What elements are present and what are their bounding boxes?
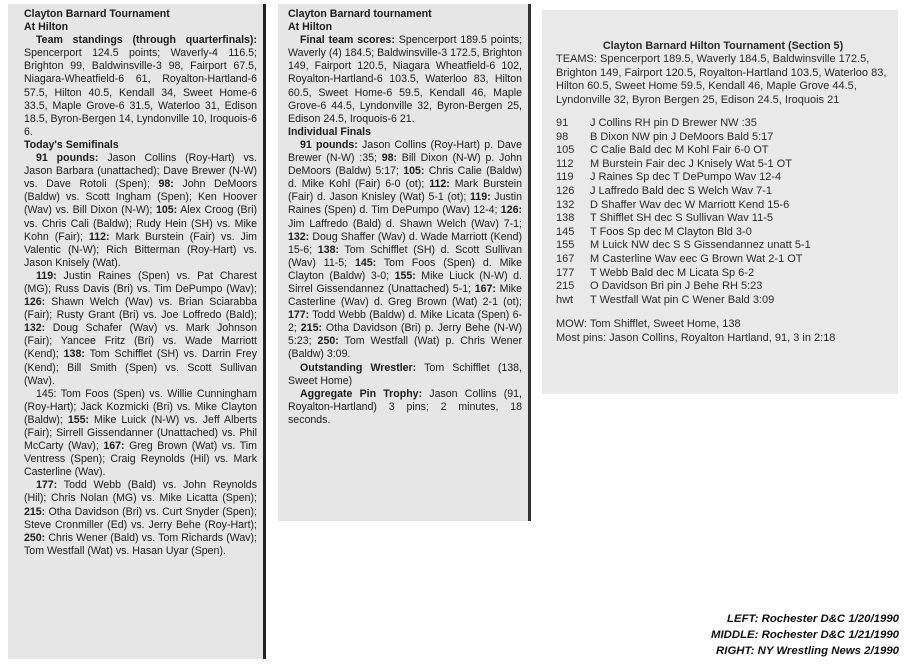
middle-heading: Clayton Barnard tournament bbox=[288, 8, 432, 20]
result-row bbox=[556, 253, 811, 267]
finals-text: Mike Casterline (Wav) d. Greg Brown (Wat) 2-1 (ot); bbox=[288, 282, 523, 309]
result-weight: 132 bbox=[556, 198, 575, 211]
outstanding-wrestler bbox=[288, 362, 522, 388]
result-text: C Calie Bald dec M Kohl Fair 6-0 OT bbox=[590, 144, 769, 157]
weight-label: 119: bbox=[36, 269, 57, 282]
finals-text: Mike Liuck (N-W) d. Sirrel Gissendannez (Unattached) 5-1; bbox=[288, 269, 522, 295]
finals-head: Individual Finals bbox=[288, 125, 371, 138]
semis-text: Todd Webb (Bald) vs. John Reynolds (Hil); Chris Nolan (MG) vs. Mike Licatta (Spen); bbox=[24, 479, 257, 505]
semis-text: Mike Luick (N-W) vs. Jeff Alberts (Fair); Sirrell Gissendanner (Unattached) vs. Phil McCarty (Wav); bbox=[24, 413, 257, 453]
semis-text: Greg Brown (Wat) vs. Tim Ventress (Spen); Craig Reynolds (Hil) vs. Mark Casterline (Wav). bbox=[24, 440, 257, 479]
result-row bbox=[556, 144, 811, 158]
weight-label: 98: bbox=[381, 152, 398, 165]
caption-right: RIGHT: NY Wrestling News 2/1990 bbox=[716, 645, 899, 657]
weight-label: 126: bbox=[500, 204, 522, 217]
result-text: O Davidson Bri pin J Behe RH 5:23 bbox=[590, 280, 763, 293]
semis-text: 145: Tom Foos (Spen) vs. Willie Cunningham (Roy-Hart); Jack Kozmicki (Bri) vs. Mike Clayton (Baldw); bbox=[24, 387, 257, 426]
result-text: B Dixon NW pin J DeMoors Bald 5:17 bbox=[590, 130, 774, 143]
semis-paragraph-4 bbox=[24, 479, 257, 558]
results-table bbox=[556, 117, 811, 307]
weight-label: 155: bbox=[67, 413, 90, 426]
right-teams: TEAMS: Spencerport 189.5, Waverly 184.5, Baldwinsville 172.5, Brighton 149, Fairport 120.5, Royalton-Hartland 103.5, Waterloo 83, Hilton 60.5, Sweet Home 59.5, Kendall 46, Maple Grove 44.5, Lyndonville 32, Byron Bergen 25, Edison 24.5, Iroquois 21 bbox=[556, 53, 887, 106]
middle-subheading: At Hilton bbox=[288, 21, 333, 34]
outstanding-wrestler-head: Outstanding Wrestler: bbox=[300, 361, 417, 374]
weight-label: 155: bbox=[394, 269, 416, 282]
semis-text: Justin Raines (Spen) vs. Pat Charest (MG); Russ Davis (Bri) vs. Tim DePumpo (Wav); bbox=[24, 269, 257, 295]
result-text: M Burstein Fair dec J Knisely Wat 5-1 OT bbox=[590, 157, 792, 170]
weight-label: 250: bbox=[317, 335, 339, 348]
semis-paragraph-1 bbox=[24, 152, 257, 270]
finals-text: Otha Davidson (Bri) p. Jerry Behe (N-W) 5:23; bbox=[288, 322, 523, 348]
result-weight: 112 bbox=[556, 157, 574, 170]
weight-label: 132: bbox=[24, 322, 46, 335]
result-text: T Webb Bald dec M Licata Sp 6-2 bbox=[590, 266, 755, 279]
result-weight: 215 bbox=[556, 280, 575, 293]
result-row bbox=[556, 280, 811, 294]
caption-middle: MIDDLE: Rochester D&C 1/21/1990 bbox=[710, 629, 899, 641]
weight-label: 177: bbox=[36, 479, 58, 492]
final-scores-body: Spencerport 189.5 points; Waverly (4) 184.5; Baldwinsville-3 172.5, Brighton 149, Fairport 120.5, Niagara Wheatfield-6 102, Royalton-Hartland-6 103.5, Waterloo 83, Hilton 60.5, Sweet Home-6 59.5, Kendall 46, Maple Grove-6 44.5, Lyndonville 32, Byron-Bergen 25, Edison 24.5, Iroquois-6 21. bbox=[288, 34, 523, 125]
finals-text: Tom Westfall (Wat) p. Chris Wener (Baldw) 3:09. bbox=[288, 335, 522, 361]
result-weight: 105 bbox=[556, 144, 575, 157]
finals-text: Todd Webb (Baldw) d. Mike Licata (Spen) 6-2; bbox=[288, 309, 522, 335]
finals-text: Jason Collins (Roy-Hart) p. Dave Brewer (N-W) :35; bbox=[288, 138, 522, 165]
right-wrestling-news-clipping bbox=[542, 10, 898, 394]
semis-text: Mark Burstein (Fair) vs. Jim Valentic (N-W); Rich Bitterman (Roy-Hart) vs. Jason Knisely (Wat). bbox=[24, 230, 257, 269]
final-scores-head: Final team scores: bbox=[300, 34, 395, 47]
finals-text: Tom Foos (Spen) d. Mike Clayton (Baldw) 3-0; bbox=[288, 256, 522, 282]
pin-trophy-head: Aggregate Pin Trophy: bbox=[300, 387, 423, 400]
weight-label: 105: bbox=[403, 165, 425, 178]
result-row bbox=[556, 212, 811, 226]
middle-newspaper-clipping bbox=[278, 4, 531, 521]
result-row bbox=[556, 158, 811, 172]
semis-text: John DeMoors (Baldw) vs. Scott Ingham (Spen); Ken Hoover (Wav) vs. Bill Dixon (N-W); bbox=[24, 178, 257, 217]
result-row bbox=[556, 185, 811, 199]
finals-text: Bill Dixon (N-W) p. John DeMoors (Baldw) 5:17; bbox=[288, 152, 522, 178]
weight-label: 138: bbox=[317, 243, 339, 256]
result-row bbox=[556, 267, 811, 281]
caption-left: LEFT: Rochester D&C 1/20/1990 bbox=[727, 613, 899, 625]
finals-text: Chris Calie (Baldw) d. Mike Kohl (Fair) 6-0 (ot); bbox=[288, 165, 522, 191]
standings-body: Spencerport 124.5 points; Waverly-4 116.5; Brighton 99, Baldwinsville-3 98, Fairport 67.5, Niagara-Wheatfield-6 61, Royalton-Hartland-6 57.5, Hilton 40.5, Kendall 34, Sweet Home-6 33.5, Maple Grove-6 31.5, Waterloo 31, Edison 18.5, Byron-Bergen 14, Lyndonville 10, Iroquois-6 6. bbox=[24, 47, 257, 138]
finals-text: Tom Schifflet (SH) d. Scott Sullivan (Wav) 11-5; bbox=[288, 243, 522, 269]
most-pins-line: Most pins: Jason Collins, Royalton Hartland, 91, 3 in 2:18 bbox=[556, 331, 836, 344]
weight-label: 250: bbox=[24, 531, 46, 544]
result-row bbox=[556, 226, 811, 240]
result-row bbox=[556, 131, 811, 145]
weight-label: 215: bbox=[24, 505, 46, 518]
result-text: T Westfall Wat pin C Wener Bald 3:09 bbox=[590, 293, 775, 306]
weight-label: 105: bbox=[155, 204, 178, 217]
result-row bbox=[556, 199, 811, 213]
result-text: M Luick NW dec S S Gissendannez unatt 5-1 bbox=[590, 239, 811, 252]
weight-label: 177: bbox=[288, 309, 310, 322]
result-row bbox=[556, 239, 811, 253]
result-text: J Raines Sp dec T DePumpo Wav 12-4 bbox=[590, 171, 782, 184]
result-weight: 91 bbox=[556, 117, 569, 129]
weight-label: 112: bbox=[88, 230, 110, 243]
result-weight: 126 bbox=[556, 184, 575, 197]
semis-text: Shawn Welch (Wav) vs. Brian Sciarabba (Fair); Rusty Grant (Bri) vs. Joe Loffredo (Bald); bbox=[24, 296, 257, 322]
finals-paragraph bbox=[288, 139, 522, 362]
outstanding-wrestler-body: Tom Schifflet (138, Sweet Home) bbox=[288, 361, 522, 387]
weight-label: 167: bbox=[103, 440, 125, 453]
semis-text: Otha Davidson (Bri) vs. Curt Snyder (Spen); Steve Cronmiller (Ed) vs. Jerry Behe (Roy-Hart); bbox=[24, 505, 257, 531]
right-footer bbox=[556, 318, 890, 345]
result-row bbox=[556, 171, 811, 185]
left-heading: Clayton Barnard Tournament bbox=[24, 8, 170, 20]
weight-label: 126: bbox=[24, 296, 46, 309]
standings-head: Team standings (through quarterfinals): bbox=[36, 34, 257, 47]
weight-label: 132: bbox=[288, 230, 310, 243]
finals-text: Jim Laffredo (Bald) d. Shawn Welch (Wav) 7-1; bbox=[288, 217, 522, 230]
right-title: Clayton Barnard Hilton Tournament (Section 5) bbox=[602, 40, 844, 52]
pin-trophy-body: Jason Collins (91, Royalton-Hartland) 3 pins; 2 minutes, 18 seconds. bbox=[288, 387, 522, 426]
weight-label: 112: bbox=[429, 178, 450, 191]
weight-label: 138: bbox=[63, 348, 85, 361]
weight-label: 167: bbox=[474, 282, 496, 295]
result-text: D Shaffer Wav dec W Marriott Kend 15-6 bbox=[590, 198, 790, 211]
result-text: T Shifflet SH dec S Sullivan Wav 11-5 bbox=[590, 212, 774, 225]
result-weight: hwt bbox=[556, 293, 574, 306]
result-weight: 167 bbox=[556, 252, 575, 265]
result-weight: 177 bbox=[556, 266, 575, 279]
finals-text: Justin Raines (Spen) d. Tim DePumpo (Wav) 12-4; bbox=[288, 191, 522, 217]
semis-head: Today's Semifinals bbox=[24, 138, 119, 151]
weight-label: 215: bbox=[300, 322, 322, 335]
result-text: J Collins RH pin D Brewer NW :35 bbox=[590, 117, 757, 129]
result-text: J Laffredo Bald dec S Welch Wav 7-1 bbox=[590, 184, 772, 197]
weight-label: 91 pounds: bbox=[36, 152, 99, 165]
weight-label: 145: bbox=[354, 256, 377, 269]
semis-text: Chris Wener (Bald) vs. Tom Richards (Wav); Tom Westfall (Wat) vs. Hasan Uyar (Spen). bbox=[24, 531, 257, 557]
weight-label: 119: bbox=[470, 191, 491, 204]
pin-trophy bbox=[288, 388, 522, 427]
semis-text: Alex Croog (Bri) vs. Chris Cali (Baldw); Rudy Hein (SH) vs. Mike Kohn (Fair); bbox=[24, 204, 257, 243]
weight-label: 91 pounds: bbox=[300, 138, 358, 151]
mow-line: MOW: Tom Shifflet, Sweet Home, 138 bbox=[556, 318, 741, 331]
left-subheading: At Hilton bbox=[24, 21, 69, 34]
final-scores-paragraph bbox=[288, 34, 522, 126]
semis-paragraph-2 bbox=[24, 270, 257, 388]
result-row bbox=[556, 294, 811, 308]
weight-label: 98: bbox=[158, 178, 174, 191]
semis-text: Doug Schafer (Wav) vs. Mark Johnson (Fair); Yancee Fritz (Bri) vs. Wade Marriott (Kend); bbox=[24, 322, 257, 361]
semis-paragraph-3 bbox=[24, 388, 257, 480]
result-weight: 145 bbox=[556, 225, 575, 238]
left-newspaper-clipping bbox=[8, 4, 266, 659]
result-text: T Foos Sp dec M Clayton Bld 3-0 bbox=[590, 225, 752, 238]
finals-text: Doug Shaffer (Wav) d. Wade Marriott (Kend) 15-6; bbox=[288, 230, 522, 256]
standings-paragraph bbox=[24, 34, 257, 139]
result-row bbox=[556, 117, 811, 131]
result-text: M Casterline Wav eec G Brown Wat 2-1 OT bbox=[590, 252, 803, 265]
finals-text: Mark Burstein (Fair) d. Jason Knisley (Wat) 5-1 (ot); bbox=[288, 178, 522, 204]
result-weight: 119 bbox=[556, 171, 574, 184]
source-captions bbox=[711, 611, 899, 659]
semis-text: Jason Collins (Roy-Hart) vs. Jason Barbara (unattached); Dave Brewer (N-W) vs. Dave Rotoli (Spen); bbox=[24, 152, 257, 191]
result-weight: 138 bbox=[556, 212, 575, 225]
result-weight: 98 bbox=[556, 130, 569, 143]
result-weight: 155 bbox=[556, 239, 575, 252]
semis-text: Tom Schifflet (SH) vs. Darrin Frey (Kend); Bill Smith (Spen) vs. Scott Sullivan (Wav). bbox=[24, 348, 257, 387]
